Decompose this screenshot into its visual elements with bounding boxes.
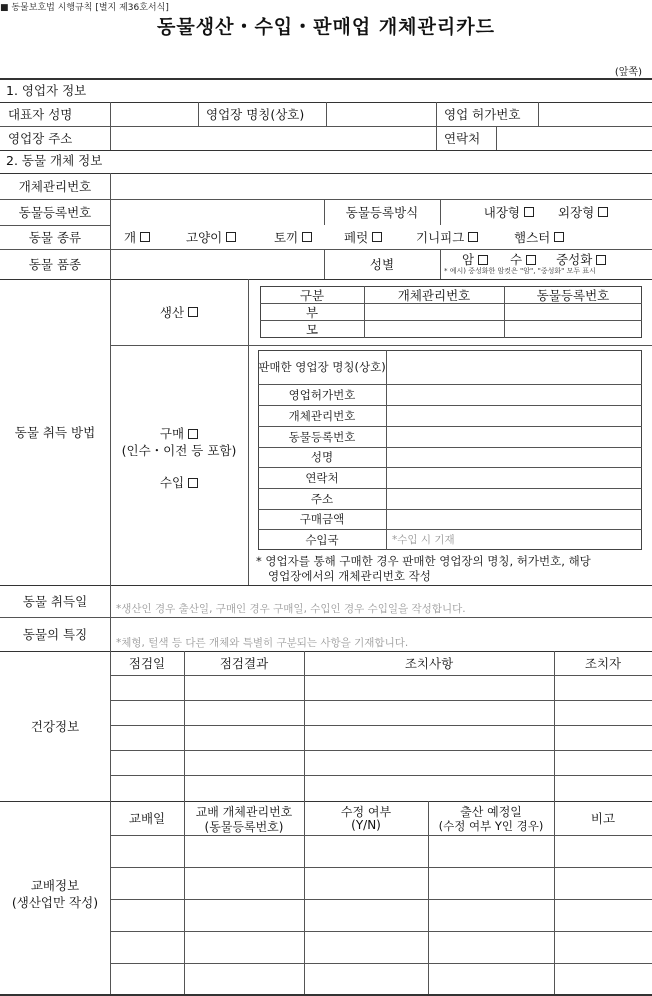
address-field[interactable]: [110, 126, 436, 150]
purchase-option: 구매: [110, 424, 248, 442]
mgmt-no-label: 개체관리번호: [18, 179, 92, 194]
reg-method-label: 동물등록방식: [345, 205, 419, 220]
species-rabbit-checkbox[interactable]: [302, 232, 312, 242]
address-label: 영업장 주소: [8, 131, 73, 146]
breeding-header-partner: 교배 개체관리번호: [195, 805, 293, 819]
species-label: 동물 종류: [28, 230, 82, 245]
reg-no-label: 동물등록번호: [18, 205, 92, 220]
breeding-header-date: 교배일: [128, 811, 166, 826]
breeding-header-partner-sub: (동물등록번호): [204, 820, 284, 834]
license-no-field[interactable]: [538, 102, 652, 126]
breeding-label-note: (생산업만 작성): [11, 895, 99, 910]
species-guinea-pig-checkbox[interactable]: [468, 232, 478, 242]
breeding-header-due-date-sub: (수정 여부 Y인 경우): [438, 819, 544, 833]
sex-neutered-checkbox[interactable]: [596, 255, 606, 265]
biz-name-field[interactable]: [326, 102, 436, 126]
breeding-header-due-date: 출산 예정일: [460, 805, 522, 819]
species-hamster[interactable]: 햄스터: [514, 225, 564, 249]
purchase-checkbox[interactable]: [188, 429, 198, 439]
section1-heading: 1. 영업자 정보: [6, 83, 87, 98]
production-checkbox[interactable]: [188, 307, 198, 317]
parents-header-type: 구분: [299, 287, 325, 303]
breeding-header-remarks: 비고: [590, 811, 616, 826]
species-guinea-pig[interactable]: 기니피그: [416, 225, 478, 249]
health-header-actor: 조치자: [584, 656, 622, 671]
form-reference: ■ 동물보호법 시행규칙 [별지 제36호서식]: [0, 3, 169, 13]
parents-header-reg-no: 동물등록번호: [536, 287, 610, 303]
breeding-header-fertilized: 수정 여부: [340, 805, 392, 819]
parents-header-mgmt-no: 개체관리번호: [397, 287, 471, 303]
health-header-date: 점검일: [128, 656, 166, 671]
import-country-hint: *수입 시 기재: [392, 534, 455, 546]
section2-heading: 2. 동물 개체 정보: [6, 153, 103, 168]
import-checkbox[interactable]: [188, 478, 198, 488]
biz-name-label: 영업장 명칭(상호): [206, 107, 305, 122]
seller-field-person-name: 성명: [310, 450, 334, 464]
features-label: 동물의 특징: [22, 627, 88, 642]
breeding-label: 교배정보: [30, 878, 80, 893]
species-cat-checkbox[interactable]: [226, 232, 236, 242]
license-no-label: 영업 허가번호: [444, 107, 521, 122]
seller-field-name: 판매한 영업장 명칭(상호): [258, 360, 386, 374]
health-header-action: 조치사항: [404, 656, 454, 671]
seller-field-address: 주소: [310, 491, 334, 506]
reg-external-checkbox[interactable]: [598, 207, 608, 217]
reg-no-field[interactable]: [110, 199, 324, 225]
sex-male-checkbox[interactable]: [526, 255, 536, 265]
import-option: 수입: [110, 473, 248, 491]
species-dog[interactable]: 개: [124, 225, 150, 249]
mgmt-no-field[interactable]: [110, 173, 652, 199]
breed-field[interactable]: [110, 249, 324, 279]
reg-method-options: [440, 199, 652, 225]
seller-field-license: 영업허가번호: [288, 387, 356, 402]
species-cat[interactable]: 고양이: [186, 225, 236, 249]
acq-date-hint: *생산인 경우 출산일, 구매인 경우 구매일, 수입인 경우 수입일을 작성합니다.: [116, 602, 466, 615]
species-hamster-checkbox[interactable]: [554, 232, 564, 242]
reg-internal-checkbox[interactable]: [524, 207, 534, 217]
contact-field[interactable]: [496, 126, 652, 150]
contact-label: 연락처: [444, 131, 481, 146]
acq-date-label: 동물 취득일: [22, 594, 88, 609]
acquisition-footnote-1: * 영업자를 통해 구매한 경우 판매한 영업장의 명칭, 허가번호, 해당: [256, 554, 591, 568]
rep-name-label: 대표자 성명: [8, 107, 73, 122]
father-label: 부: [305, 304, 319, 320]
production-option: 생산: [110, 279, 248, 345]
seller-field-mgmt-no: 개체관리번호: [288, 408, 356, 423]
health-header-result: 점검결과: [219, 656, 269, 671]
seller-field-price: 구매금액: [299, 512, 345, 526]
breed-label: 동물 품종: [28, 257, 82, 272]
page-title: 동물생산・수입・판매업 개체관리카드: [157, 16, 495, 38]
page-side-label: (앞쪽): [614, 67, 642, 78]
rep-name-field[interactable]: [110, 102, 198, 126]
reg-internal-label: 내장형: [483, 205, 520, 220]
sex-label: 성별: [369, 257, 395, 272]
species-ferret[interactable]: 페럿: [344, 225, 382, 249]
seller-field-reg-no: 동물등록번호: [288, 429, 356, 444]
acquisition-label: 동물 취득 방법: [14, 425, 96, 440]
sex-options: 암 수 중성화: [462, 250, 606, 268]
health-label: 건강정보: [30, 719, 80, 734]
reg-external-label: 외장형: [558, 205, 595, 220]
sex-note: * 예시) 중성화한 암컷은 "암", "중성화" 모두 표시: [444, 267, 596, 275]
seller-field-contact: 연락처: [305, 470, 339, 485]
purchase-note: (인수・이전 등 포함): [121, 443, 237, 458]
species-dog-checkbox[interactable]: [140, 232, 150, 242]
species-rabbit[interactable]: 토끼: [274, 225, 312, 249]
mother-label: 모: [305, 322, 319, 337]
sex-female-checkbox[interactable]: [478, 255, 488, 265]
seller-field-import-country: 수입국: [305, 532, 339, 547]
species-ferret-checkbox[interactable]: [372, 232, 382, 242]
features-hint: *체형, 털색 등 다른 개체와 특별히 구분되는 사항을 기재합니다.: [116, 636, 409, 649]
acquisition-footnote-2: 영업장에서의 개체관리번호 작성: [268, 569, 431, 583]
breeding-header-fertilized-sub: (Y/N): [351, 818, 381, 832]
